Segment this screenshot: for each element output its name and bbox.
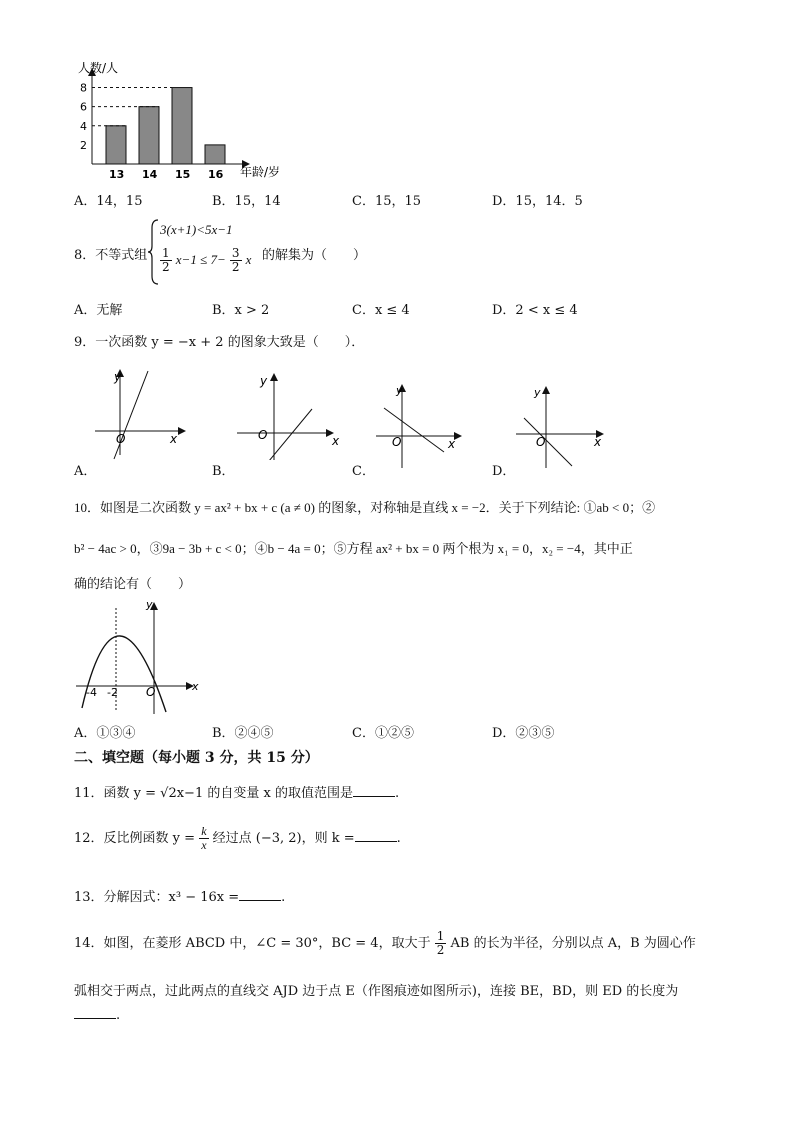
q9-graph-a bbox=[90, 365, 190, 460]
origin-label: O bbox=[258, 428, 268, 442]
q13 bbox=[74, 886, 285, 905]
origin-label: O bbox=[536, 435, 546, 449]
q8-line1: 3(x+1)<5x−1 bbox=[160, 222, 233, 237]
q10-option-b[interactable]: B．②④⑤ bbox=[212, 726, 274, 741]
answer-blank[interactable] bbox=[355, 829, 397, 842]
chart-ytick-label: 2 bbox=[80, 138, 87, 152]
chart-bar bbox=[205, 145, 225, 164]
q13-text: 13．分解因式：x³ − 16x = bbox=[74, 890, 240, 905]
q14-line1: 14．如图，在菱形 ABCD 中，∠C = 30°，BC = 4，取大于 $\frac{1}{2}$ AB 的长为半径，分别以点 A，B 为圆心作 bbox=[74, 929, 696, 957]
answer-blank[interactable] bbox=[239, 888, 281, 901]
q10-option-d[interactable]: D．②③⑤ bbox=[492, 726, 555, 741]
q10-parabola-graph bbox=[74, 596, 204, 716]
chart-xtick-label: 13 bbox=[109, 168, 125, 181]
q8-option-b[interactable]: B．x > 2 bbox=[212, 303, 270, 318]
q12-text: 12．反比例函数 y = bbox=[74, 831, 196, 846]
answer-blank[interactable] bbox=[353, 784, 395, 797]
q14-text-b: AB 的长为半径，分别以点 A，B 为圆心作 bbox=[450, 936, 696, 951]
section-title: 二、填空题（每小题 3 分，共 15 分） bbox=[74, 750, 319, 766]
q8-option-c[interactable]: C．x ≤ 4 bbox=[352, 303, 410, 318]
chart-ytick-label: 8 bbox=[80, 81, 87, 95]
q8-stem: 8．不等式组 bbox=[74, 248, 148, 263]
axis-x-label: x bbox=[594, 435, 602, 449]
q8-line2: $\frac{1}{2}$ x−1 ≤ 7− $\frac{3}{2}$ x bbox=[162, 246, 252, 274]
chart-bar bbox=[106, 126, 126, 164]
chart-bar bbox=[139, 107, 159, 164]
q11 bbox=[74, 782, 399, 801]
q9-option-d[interactable]: D． bbox=[492, 464, 516, 479]
axis-y-label: y bbox=[534, 386, 541, 399]
q8-option-a[interactable]: A．无解 bbox=[74, 303, 123, 318]
axis-y-label: y bbox=[260, 374, 268, 388]
q12-end: . bbox=[396, 831, 401, 846]
chart-ylabel: 人数/人 bbox=[78, 61, 119, 75]
q7-option-c[interactable]: C．15，15 bbox=[352, 194, 422, 209]
axis-x-label: x bbox=[170, 432, 178, 446]
q9-graph-c bbox=[372, 380, 472, 470]
q14-text-a: 14．如图，在菱形 ABCD 中，∠C = 30°，BC = 4，取大于 bbox=[74, 936, 431, 951]
q14-end: . bbox=[116, 1008, 121, 1023]
q10-line3: 确的结论有（ ） bbox=[74, 577, 192, 592]
q12-text-b: 经过点 (−3, 2)，则 k = bbox=[212, 831, 355, 846]
brace-icon bbox=[148, 218, 160, 292]
chart-ytick-label: 4 bbox=[80, 119, 87, 133]
answer-blank[interactable] bbox=[74, 1006, 116, 1019]
chart-xlabel: 年龄/岁 bbox=[240, 165, 281, 179]
q7-option-d[interactable]: D．15，14．5 bbox=[492, 194, 583, 209]
q11-end: . bbox=[394, 786, 400, 801]
q8-tail: 的解集为（ ） bbox=[262, 248, 367, 263]
tick-minus-2: -2 bbox=[107, 686, 118, 699]
q10-option-a[interactable]: A．①③④ bbox=[74, 726, 136, 741]
q9-option-b[interactable]: B． bbox=[212, 464, 235, 479]
q10-option-c[interactable]: C．①②⑤ bbox=[352, 726, 414, 741]
origin-label: O bbox=[392, 435, 402, 449]
q11-text: 11．函数 y = √2x−1 的自变量 x 的取值范围是 bbox=[74, 786, 353, 801]
chart-ytick-label: 6 bbox=[80, 100, 87, 114]
axis-y-label: y bbox=[396, 384, 403, 397]
chart-bar bbox=[172, 88, 192, 164]
tick-minus-4: -4 bbox=[86, 686, 97, 699]
chart-xtick-label: 14 bbox=[142, 168, 158, 181]
axis-x-label: x bbox=[332, 434, 340, 448]
q9-option-c[interactable]: C． bbox=[352, 464, 375, 479]
q14-line2: 弧相交于两点，过此两点的直线交 AJD 边于点 E（作图痕迹如图所示)，连接 BE，BD，则 ED 的长度为 bbox=[74, 984, 679, 999]
q8-option-d[interactable]: D．2 < x ≤ 4 bbox=[492, 303, 578, 318]
q14-line3 bbox=[74, 1006, 120, 1023]
axis-y-label: y bbox=[146, 598, 153, 611]
q10-line1: 10．如图是二次函数 y = ax² + bx + c (a ≠ 0) 的图象，对称轴是直线 x = −2．关于下列结论: ①ab < 0；② bbox=[74, 500, 656, 515]
q13-end: . bbox=[281, 890, 286, 905]
chart-xtick-label: 15 bbox=[175, 168, 191, 181]
q9-graph-d bbox=[512, 380, 612, 470]
q9-graph-b bbox=[232, 365, 342, 460]
q12: 12．反比例函数 y = $\frac{k}{x}$ 经过点 (−3, 2)，则 k = . bbox=[74, 824, 401, 852]
origin-label: O bbox=[146, 685, 156, 699]
axis-x-label: x bbox=[448, 437, 456, 451]
origin-label: O bbox=[116, 432, 126, 446]
q7-option-a[interactable]: A．14，15 bbox=[74, 194, 143, 209]
age-bar-chart bbox=[70, 60, 310, 185]
chart-xtick-label: 16 bbox=[208, 168, 224, 181]
axis-y-label: y bbox=[114, 370, 122, 384]
q9-option-a[interactable]: A． bbox=[74, 464, 97, 479]
q7-option-b[interactable]: B．15，14 bbox=[212, 194, 281, 209]
axis-x-label: x bbox=[192, 680, 199, 693]
q9-stem: 9．一次函数 y = −x + 2 的图象大致是（ ）． bbox=[74, 335, 365, 350]
q10-line2: b² − 4ac > 0，③9a − 3b + c < 0；④b − 4a = 0；⑤方程 ax² + bx = 0 两个根为 x₁ = 0，x₂ = −4，其中正 bbox=[74, 541, 633, 556]
